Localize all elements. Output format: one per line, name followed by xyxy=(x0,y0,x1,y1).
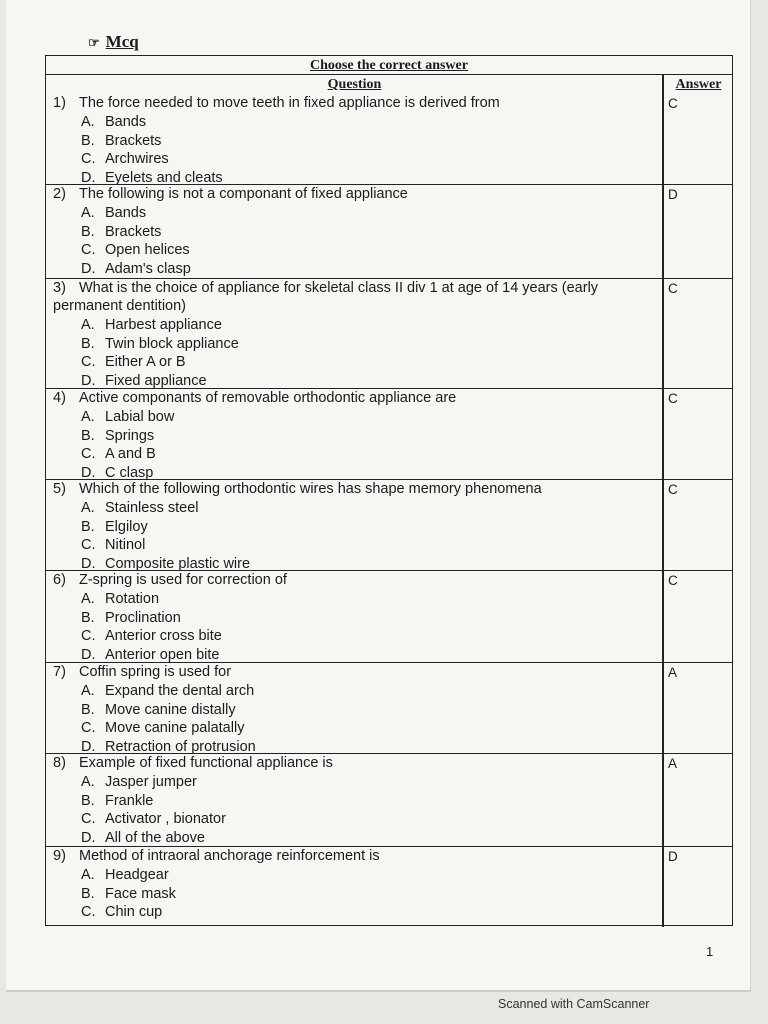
option-item xyxy=(81,427,653,446)
option-item xyxy=(81,829,653,848)
option-item xyxy=(81,223,653,242)
option-list xyxy=(53,408,653,482)
mcq-table xyxy=(45,55,733,926)
option-letter: A. xyxy=(81,774,95,790)
option-text: Chin cup xyxy=(105,904,163,920)
option-text: Anterior open bite xyxy=(105,646,220,663)
question-row xyxy=(46,278,732,388)
option-item xyxy=(81,316,653,335)
option-letter: B. xyxy=(81,885,95,902)
option-text: Archwires xyxy=(105,151,169,167)
option-item xyxy=(81,866,653,885)
option-item xyxy=(81,353,653,372)
option-item xyxy=(81,499,653,518)
option-item xyxy=(81,627,653,646)
question-row xyxy=(46,94,732,184)
question-column-header: Question xyxy=(327,77,382,92)
option-letter: C. xyxy=(81,904,96,920)
option-item xyxy=(81,113,653,132)
scanned-page xyxy=(6,0,751,992)
option-letter: C. xyxy=(81,628,96,644)
option-text: Stainless steel xyxy=(105,500,199,516)
option-letter: B. xyxy=(81,701,95,718)
option-item xyxy=(81,408,653,427)
option-text: Bands xyxy=(105,114,147,130)
option-letter: B. xyxy=(81,427,95,444)
option-text: Retraction of protrusion xyxy=(105,738,256,755)
option-item xyxy=(81,609,653,628)
option-letter: B. xyxy=(81,335,95,352)
option-list xyxy=(53,204,653,278)
question-row xyxy=(46,846,732,927)
page-number: 1 xyxy=(706,944,714,959)
option-list xyxy=(53,316,653,390)
question-text-block xyxy=(53,279,653,390)
option-text: Springs xyxy=(105,427,155,444)
option-item xyxy=(81,792,653,811)
option-item xyxy=(81,885,653,904)
option-letter: A. xyxy=(81,409,95,425)
answer-column-header: Answer xyxy=(675,77,722,92)
option-text: Face mask xyxy=(105,885,176,902)
option-text: Labial bow xyxy=(105,409,175,425)
option-letter: C. xyxy=(81,446,96,462)
option-text: Composite plastic wire xyxy=(105,555,251,572)
question-text-block xyxy=(53,185,653,278)
pointing-hand-icon: ☞ xyxy=(88,35,100,50)
option-item xyxy=(81,241,653,260)
option-text: Eyelets and cleats xyxy=(105,169,223,186)
option-text: C clasp xyxy=(105,464,154,481)
option-text: Brackets xyxy=(105,132,162,149)
question-number: 7) xyxy=(53,664,66,680)
option-text: Headgear xyxy=(105,867,169,883)
option-text: Nitinol xyxy=(105,537,146,553)
answer-cell: C xyxy=(668,573,678,588)
option-letter: C. xyxy=(81,537,96,553)
scanner-watermark: Scanned with CamScanner xyxy=(498,997,650,1011)
option-item xyxy=(81,204,653,223)
option-letter: D. xyxy=(81,829,96,846)
option-list xyxy=(53,773,653,847)
option-list xyxy=(53,499,653,573)
question-row xyxy=(46,570,732,662)
question-number: 2) xyxy=(53,186,66,202)
option-text: Proclination xyxy=(105,609,181,626)
question-text-block xyxy=(53,754,653,847)
question-stem: Z-spring is used for correction of xyxy=(79,572,287,588)
question-row xyxy=(46,662,732,753)
question-number: 4) xyxy=(53,390,66,406)
question-stem: Coffin spring is used for xyxy=(79,664,232,680)
question-stem: Method of intraoral anchorage reinforcement is xyxy=(79,848,380,864)
option-text: Activator , bionator xyxy=(105,811,226,827)
option-letter: D. xyxy=(81,464,96,481)
option-text: Either A or B xyxy=(105,354,186,370)
option-letter: A. xyxy=(81,500,95,516)
option-letter: D. xyxy=(81,646,96,663)
option-text: Harbest appliance xyxy=(105,317,222,333)
option-item xyxy=(81,445,653,464)
option-text: All of the above xyxy=(105,829,205,846)
question-text-block xyxy=(53,94,653,187)
table-title: Choose the correct answer xyxy=(46,56,732,75)
option-letter: B. xyxy=(81,609,95,626)
option-text: Expand the dental arch xyxy=(105,683,255,699)
option-text: Adam's clasp xyxy=(105,260,191,277)
question-text-block xyxy=(53,847,653,922)
option-letter: D. xyxy=(81,260,96,277)
option-text: Open helices xyxy=(105,242,190,258)
option-item xyxy=(81,701,653,720)
question-text-block xyxy=(53,571,653,664)
question-stem: Active componants of removable orthodontic appliance are xyxy=(79,390,457,406)
option-text: Rotation xyxy=(105,591,160,607)
option-item xyxy=(81,719,653,738)
option-item xyxy=(81,682,653,701)
answer-cell: A xyxy=(668,756,678,771)
question-stem: Example of fixed functional appliance is xyxy=(79,755,333,771)
option-list xyxy=(53,113,653,187)
answer-cell: C xyxy=(668,281,678,296)
option-item xyxy=(81,518,653,537)
answer-cell: C xyxy=(668,482,678,497)
option-letter: B. xyxy=(81,792,95,809)
answer-cell: C xyxy=(668,391,678,406)
answer-cell: C xyxy=(668,96,678,111)
option-letter: D. xyxy=(81,555,96,572)
option-letter: D. xyxy=(81,169,96,186)
question-row xyxy=(46,388,732,479)
option-item xyxy=(81,150,653,169)
option-item xyxy=(81,903,653,922)
option-text: Anterior cross bite xyxy=(105,628,222,644)
question-stem: Which of the following orthodontic wires has shape memory phenomena xyxy=(79,481,542,497)
option-letter: A. xyxy=(81,683,95,699)
option-letter: C. xyxy=(81,811,96,827)
answer-cell: D xyxy=(668,187,678,202)
option-letter: C. xyxy=(81,720,96,736)
option-letter: B. xyxy=(81,223,95,240)
question-number: 3) xyxy=(53,280,66,296)
option-list xyxy=(53,682,653,756)
option-item xyxy=(81,335,653,354)
option-list xyxy=(53,590,653,664)
option-letter: C. xyxy=(81,151,96,167)
option-text: Elgiloy xyxy=(105,518,148,535)
option-item xyxy=(81,773,653,792)
question-stem: The force needed to move teeth in fixed appliance is derived from xyxy=(79,95,500,111)
option-list xyxy=(53,866,653,922)
page-heading xyxy=(88,32,139,52)
option-text: Fixed appliance xyxy=(105,372,207,389)
question-row xyxy=(46,184,732,278)
option-letter: A. xyxy=(81,317,95,333)
option-text: Twin block appliance xyxy=(105,335,239,352)
question-row xyxy=(46,479,732,570)
option-text: Brackets xyxy=(105,223,162,240)
answer-cell: A xyxy=(668,665,678,680)
option-letter: A. xyxy=(81,205,95,221)
option-text: Frankle xyxy=(105,792,154,809)
question-number: 5) xyxy=(53,481,66,497)
option-item xyxy=(81,590,653,609)
question-text-block xyxy=(53,663,653,756)
option-item xyxy=(81,260,653,279)
question-text-block xyxy=(53,389,653,482)
option-item xyxy=(81,810,653,829)
option-text: Move canine palatally xyxy=(105,720,245,736)
question-number: 1) xyxy=(53,95,66,111)
option-text: A and B xyxy=(105,446,156,462)
question-number: 6) xyxy=(53,572,66,588)
option-letter: A. xyxy=(81,867,95,883)
question-number: 9) xyxy=(53,848,66,864)
option-text: Bands xyxy=(105,205,147,221)
option-letter: B. xyxy=(81,132,95,149)
option-letter: B. xyxy=(81,518,95,535)
question-row xyxy=(46,753,732,846)
question-number: 8) xyxy=(53,755,66,771)
option-letter: C. xyxy=(81,242,96,258)
option-letter: A. xyxy=(81,114,95,130)
question-stem: What is the choice of appliance for skeletal class II div 1 at age of 14 years (early permanent dentition) xyxy=(53,280,599,314)
heading-label: Mcq xyxy=(105,32,139,51)
option-letter: D. xyxy=(81,372,96,389)
option-text: Jasper jumper xyxy=(105,774,197,790)
option-item xyxy=(81,536,653,555)
option-text: Move canine distally xyxy=(105,701,236,718)
question-stem: The following is not a componant of fixed appliance xyxy=(79,186,408,202)
option-letter: A. xyxy=(81,591,95,607)
option-item xyxy=(81,132,653,151)
answer-cell: D xyxy=(668,849,678,864)
option-letter: C. xyxy=(81,354,96,370)
option-letter: D. xyxy=(81,738,96,755)
question-text-block xyxy=(53,480,653,573)
